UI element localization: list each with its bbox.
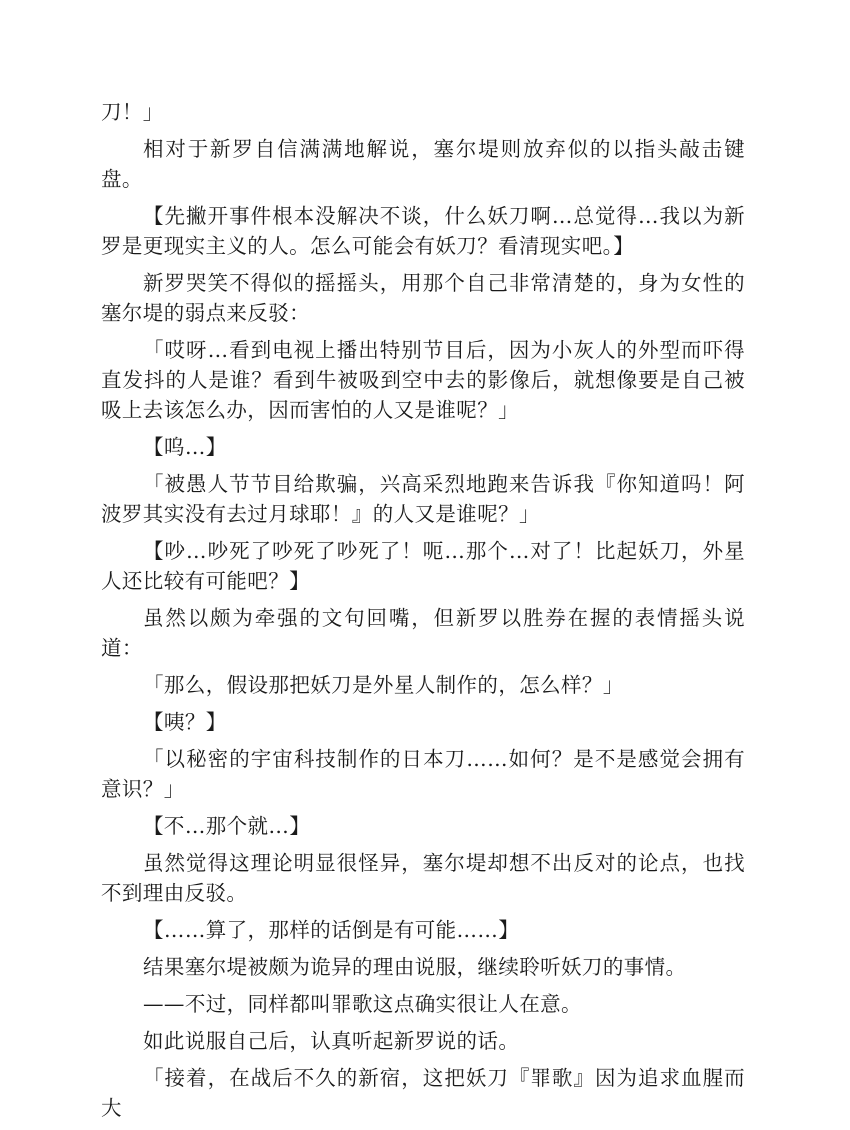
paragraph-9: 虽然以颇为牵强的文句回嘴，但新罗以胜券在握的表情摇头说道： — [101, 606, 745, 660]
paragraph-17: ——不过，同样都叫罪歌这点确实很让人在意。 — [143, 992, 582, 1016]
paragraph-18: 如此说服自己后，认真听起新罗说的话。 — [143, 1029, 520, 1053]
paragraph-5: 「哎呀…看到电视上播出特别节目后，因为小灰人的外型而吓得直发抖的人是谁？看到牛被吸到空中去的影像后，就想像要是自己被吸上去该怎么办，因而害怕的人又是谁呢？」 — [101, 338, 745, 422]
paragraph-8: 【吵…吵死了吵死了吵死了！呃…那个…对了！比起妖刀，外星人还比较有可能吧？】 — [101, 539, 745, 593]
paragraph-2: 相对于新罗自信满满地解说，塞尔堤则放弃似的以指头敲击键盘。 — [101, 137, 745, 191]
paragraph-1: 刀！」 — [101, 100, 164, 124]
paragraph-15: 【……算了，那样的话倒是有可能……】 — [143, 918, 520, 942]
paragraph-6: 【呜…】 — [143, 435, 227, 459]
paragraph-16: 结果塞尔堤被颇为诡异的理由说服，继续聆听妖刀的事情。 — [143, 955, 687, 979]
paragraph-13: 【不…那个就…】 — [143, 814, 311, 838]
paragraph-19: 「接着，在战后不久的新宿，这把妖刀『罪歌』因为追求血腥而大 — [101, 1066, 745, 1120]
paragraph-4: 新罗哭笑不得似的摇摇头，用那个自己非常清楚的，身为女性的塞尔堤的弱点来反驳： — [101, 271, 745, 325]
paragraph-12: 「以秘密的宇宙科技制作的日本刀……如何？是不是感觉会拥有意识？」 — [101, 747, 745, 801]
paragraph-7: 「被愚人节节目给欺骗，兴高采烈地跑来告诉我『你知道吗！阿波罗其实没有去过月球耶！』的人又是谁呢？」 — [101, 472, 745, 526]
paragraph-10: 「那么，假设那把妖刀是外星人制作的，怎么样？」 — [143, 673, 624, 697]
paragraph-14: 虽然觉得这理论明显很怪异，塞尔堤却想不出反对的论点，也找不到理由反驳。 — [101, 851, 745, 905]
paragraph-11: 【咦？】 — [143, 710, 227, 734]
paragraph-3: 【先撇开事件根本没解决不谈，什么妖刀啊…总觉得…我以为新罗是更现实主义的人。怎么可能会有妖刀？看清现实吧。】 — [101, 204, 745, 258]
document-page — [101, 97, 745, 1130]
